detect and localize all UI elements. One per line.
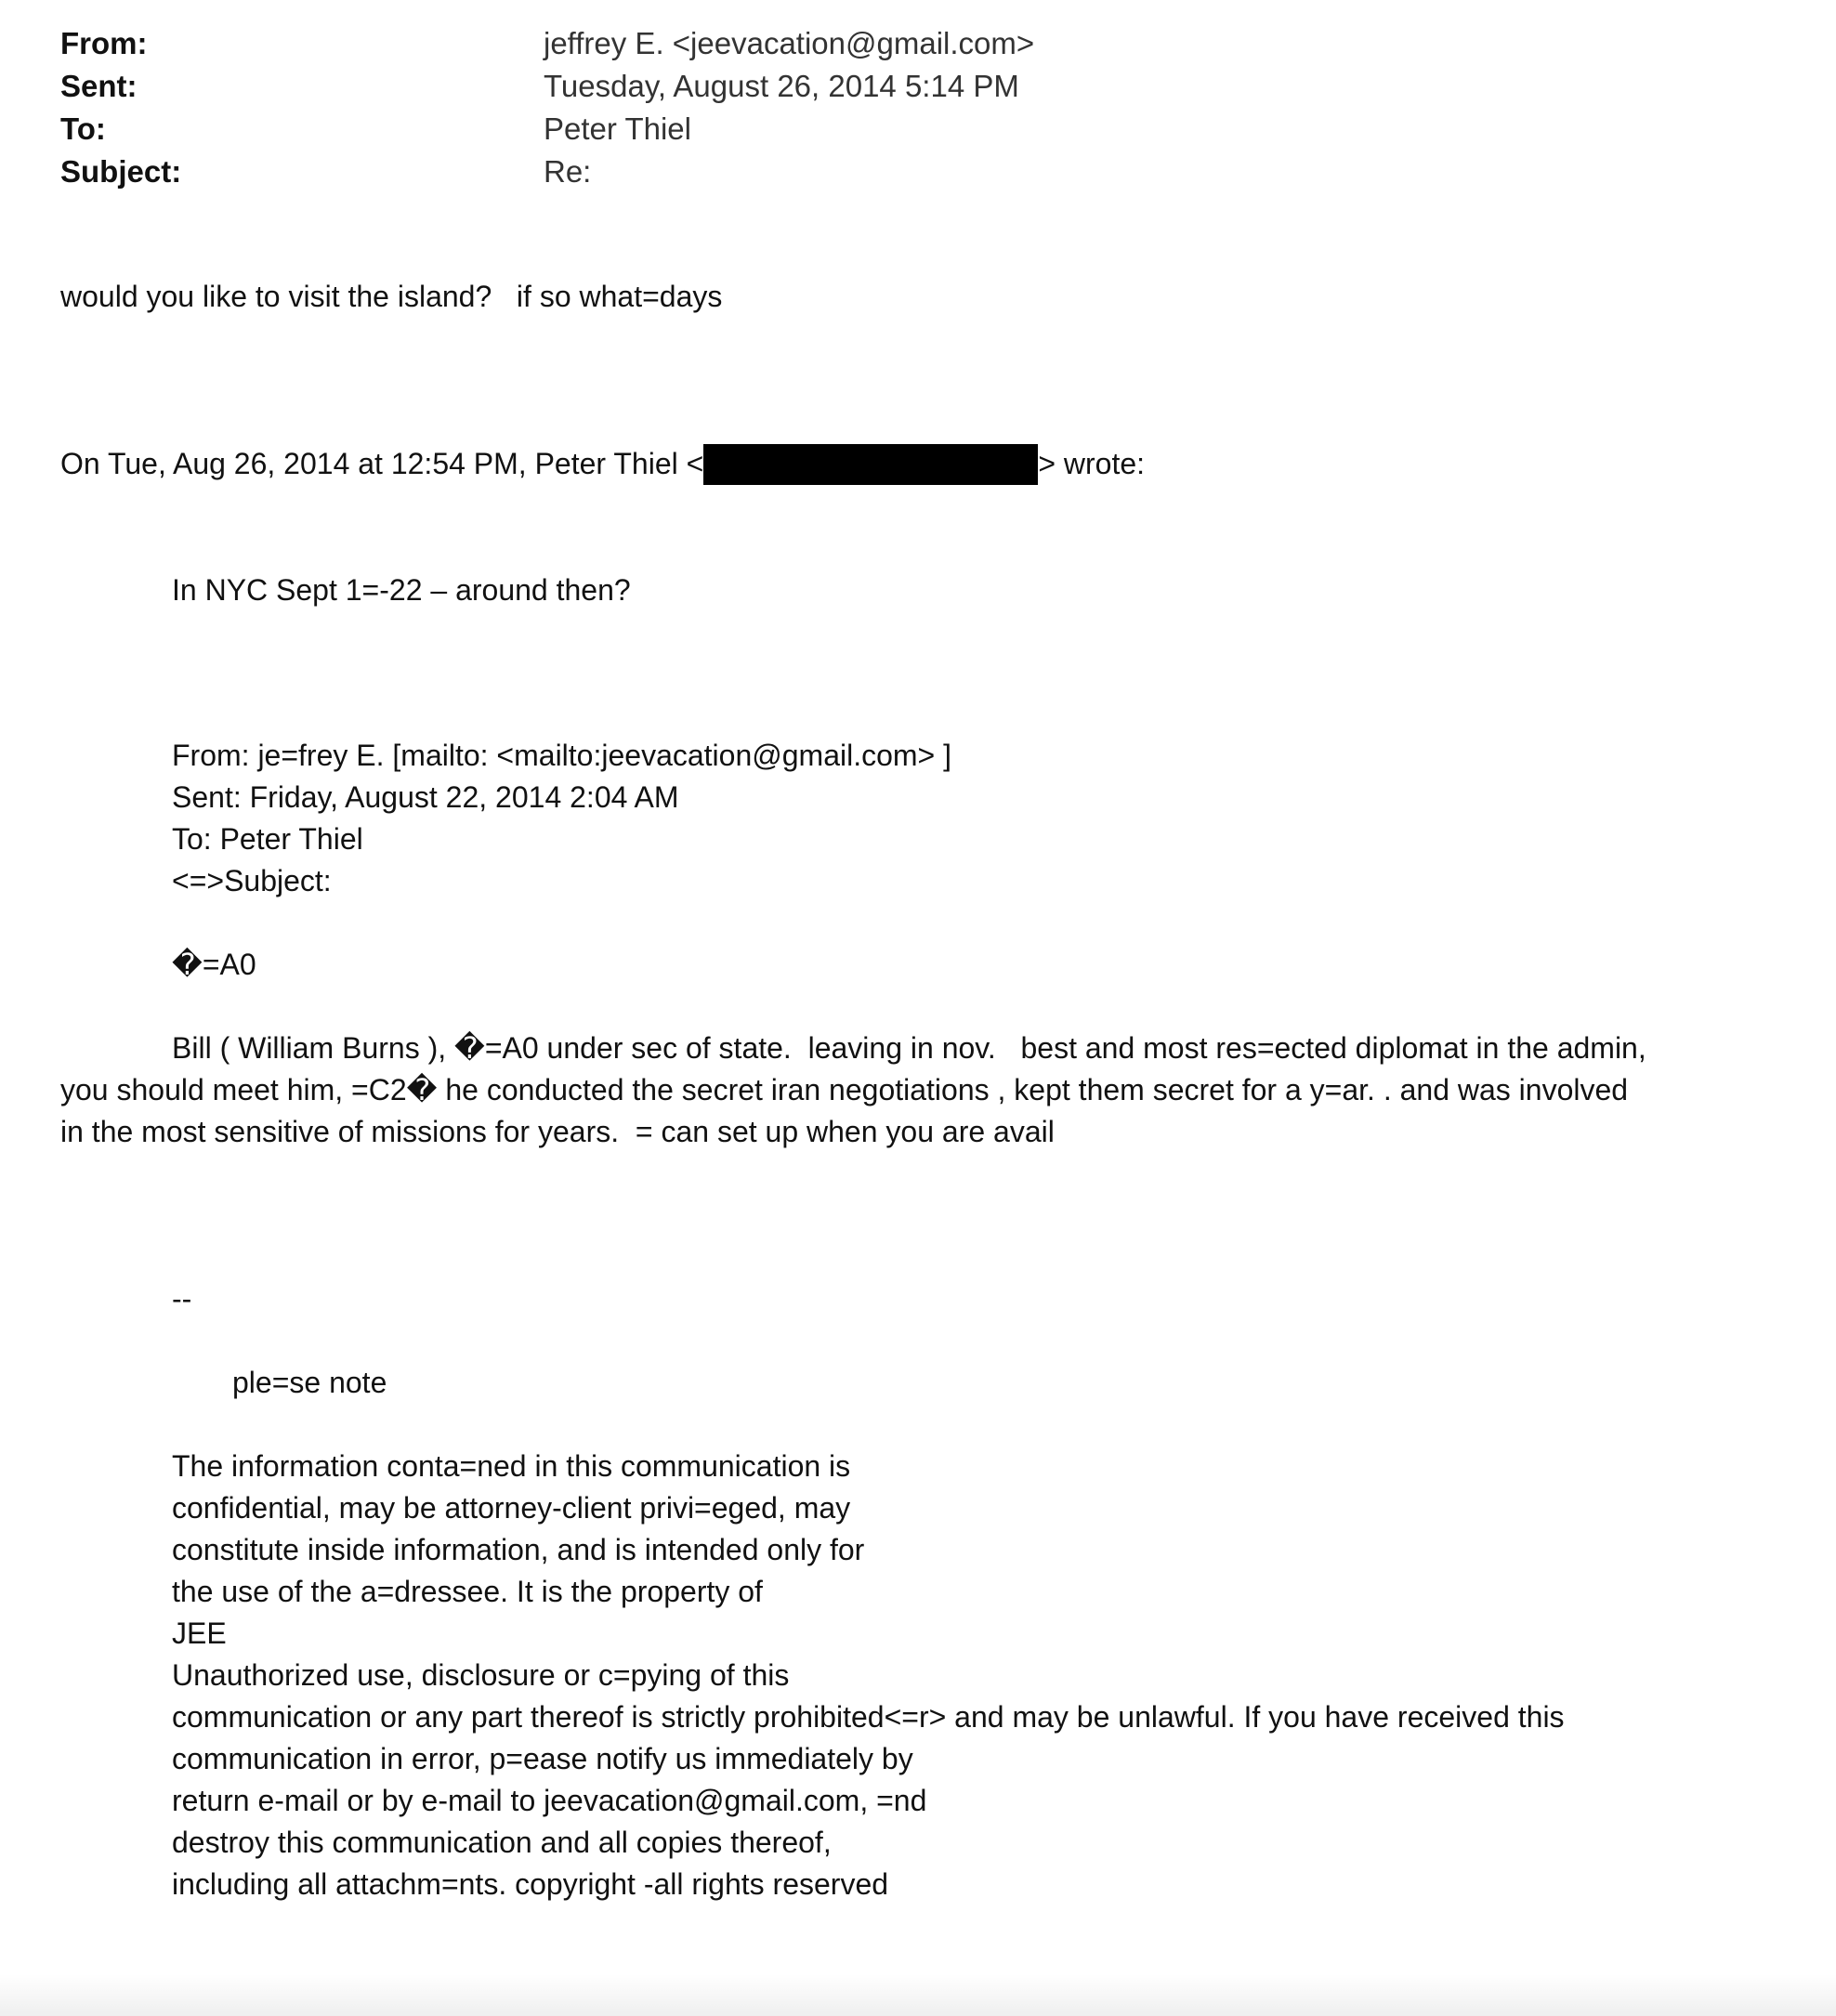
reply-body: would you like to visit the island? if so what=days [60,280,723,313]
forwarded-body-line-1: Bill ( William Burns ), �=A0 under sec of state. leaving in nov. best and most res=ected diplomat in the admin, [172,1031,1646,1065]
disclaimer-line: the use of the a=dressee. It is the property of [172,1575,763,1608]
forwarded-subject: <=>Subject: [172,864,332,897]
quote-intro-suffix: > wrote: [1038,447,1146,480]
from-value: jeffrey E. <jeevacation@gmail.com> [544,26,1035,60]
disclaimer-line: The information conta=ned in this communication is [172,1449,851,1483]
sent-label: Sent: [60,69,138,103]
subject-value: Re: [544,154,592,189]
forwarded-to: To: Peter Thiel [172,822,363,856]
forwarded-body-line-2: you should meet him, =C2� he conducted the secret iran negotiations , kept them secret for a y=ar. . and was involved [60,1073,1629,1106]
quote-intro [60,442,1145,485]
disclaimer-line: including all attachm=nts. copyright -all rights reserved [172,1867,889,1901]
disclaimer-line: communication or any part thereof is strictly prohibited<=r> and may be unlawful. If you have received this [172,1700,1565,1734]
to-value: Peter Thiel [544,111,691,146]
disclaimer-line: communication in error, p=ease notify us immediately by [172,1742,913,1775]
from-label: From: [60,26,148,60]
disclaimer-line: constitute inside information, and is intended only for [172,1533,865,1566]
signature-note: ple=se note [232,1366,387,1399]
disclaimer-line: return e-mail or by e-mail to jeevacation@gmail.com, =nd [172,1784,927,1817]
disclaimer-line: confidential, may be attorney-client privi=eged, may [172,1491,851,1525]
disclaimer-line: destroy this communication and all copies thereof, [172,1826,832,1859]
disclaimer-line: Unauthorized use, disclosure or c=pying of this [172,1658,790,1692]
disclaimer-line: JEE [172,1617,227,1650]
subject-label: Subject: [60,154,182,189]
encoding-artifact: �=A0 [172,948,256,981]
redaction-bar [703,444,1038,485]
forwarded-body-line-3: in the most sensitive of missions for years. = can set up when you are avail [60,1115,1055,1148]
forwarded-sent: Sent: Friday, August 22, 2014 2:04 AM [172,780,679,814]
sent-value: Tuesday, August 26, 2014 5:14 PM [544,69,1019,103]
quote-intro-prefix: On Tue, Aug 26, 2014 at 12:54 PM, Peter Thiel < [60,447,704,480]
to-label: To: [60,111,106,146]
forwarded-from: From: je=frey E. [mailto: <mailto:jeevacation@gmail.com> ] [172,739,952,772]
signature-separator: -- [172,1282,192,1316]
page-bottom-edge [0,1974,1836,2016]
quoted-message-body: In NYC Sept 1=-22 – around then? [172,573,631,607]
